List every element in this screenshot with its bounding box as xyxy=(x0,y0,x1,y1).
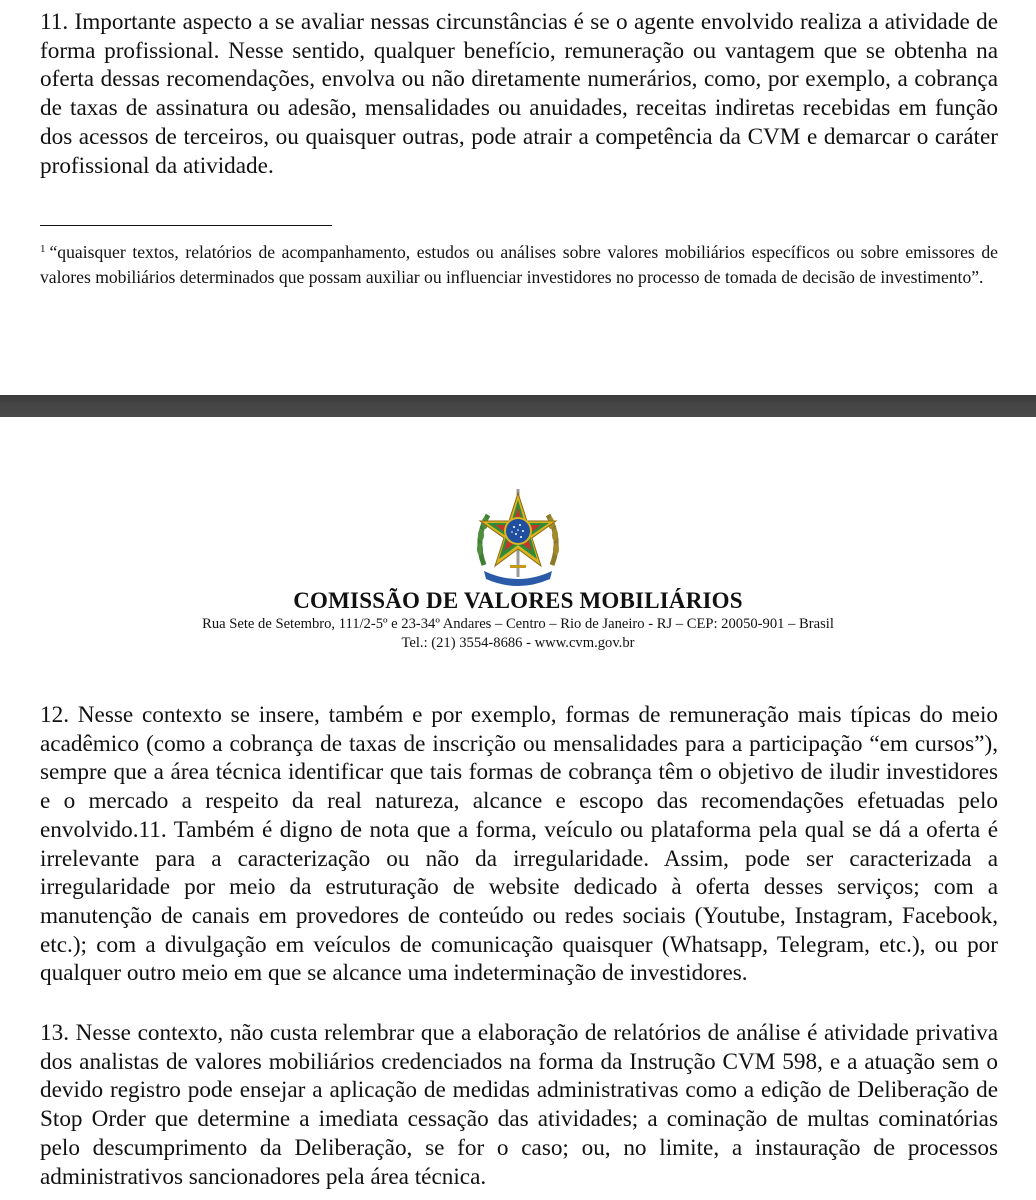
institution-address: Rua Sete de Setembro, 111/2-5º e 23-34º Andares – Centro – Rio de Janeiro - RJ – CEP: 20050-901 – Brasil xyxy=(202,616,834,632)
paragraph-13: 13. Nesse contexto, não custa relembrar que a elaboração de relatórios de análise é atividade privativa dos analistas de valores mobiliários credenciados na forma da Instrução CVM 598, e a atuação sem o devido registro pode ensejar a aplicação de medidas administrativas como a edição de Deliberação de Stop Order que determine a imediata cessação das atividades; a cominação de multas cominatórias pelo descumprimento da Deliberação, se for o caso; ou, no limite, a instauração de processos administrativos sancionadores pela área técnica. xyxy=(40,1020,998,1190)
institution-name: COMISSÃO DE VALORES MOBILIÁRIOS xyxy=(293,588,743,613)
coat-of-arms-icon xyxy=(470,487,566,587)
paragraph-11: 11. Importante aspecto a se avaliar nessas circunstâncias é se o agente envolvido realiza a atividade de forma profissional. Nesse sentido, qualquer benefício, remuneração ou vantagem que se obtenha na oferta dessas recomendações, envolva ou não diretamente numerários, como, por exemplo, a cobrança de taxas de assinatura ou adesão, mensalidades ou anuidades, receitas indiretas recebidas em função dos acessos de terceiros, ou quaisquer outras, pode atrair a competência da CVM e demarcar o caráter profissional da atividade. xyxy=(40,9,998,179)
page-separator xyxy=(0,395,1036,417)
footnote-text: “quaisquer textos, relatórios de acompanhamento, estudos ou análises sobre valores mobiliários específicos ou sobre emissores de valores mobiliários determinados que possam auxiliar ou influenciar investidores no processo de tomada de decisão de investimento”. xyxy=(40,242,998,287)
paragraph-12: 12. Nesse contexto se insere, também e por exemplo, formas de remuneração mais típicas do meio acadêmico (como a cobrança de taxas de inscrição ou mensalidades para a participação “em cursos”), sempre que a área técnica identificar que tais formas de cobrança têm o objetivo de iludir investidores e o mercado a respeito da real natureza, alcance e escopo das recomendações efetuadas pelo envolvido.11. Também é digno de nota que a forma, veículo ou plataforma pela qual se dá a oferta é irrelevante para a caracterização ou não da irregularidade. Assim, pode ser caracterizada a irregularidade por meio da estruturação de website dedicado à oferta desses serviços; com a manutenção de canais em provedores de conteúdo ou redes sociais (Youtube, Instagram, Facebook, etc.); com a divulgação em veículos de comunicação quaisquer (Whatsapp, Telegram, etc.), ou por qualquer outro meio em que se alcance uma indeterminação de investidores. xyxy=(40,702,998,987)
institution-contact: Tel.: (21) 3554-8686 - www.cvm.gov.br xyxy=(401,635,635,651)
footnote-separator xyxy=(40,225,332,226)
footnote-marker: 1 xyxy=(40,243,46,255)
footnote xyxy=(40,237,998,289)
